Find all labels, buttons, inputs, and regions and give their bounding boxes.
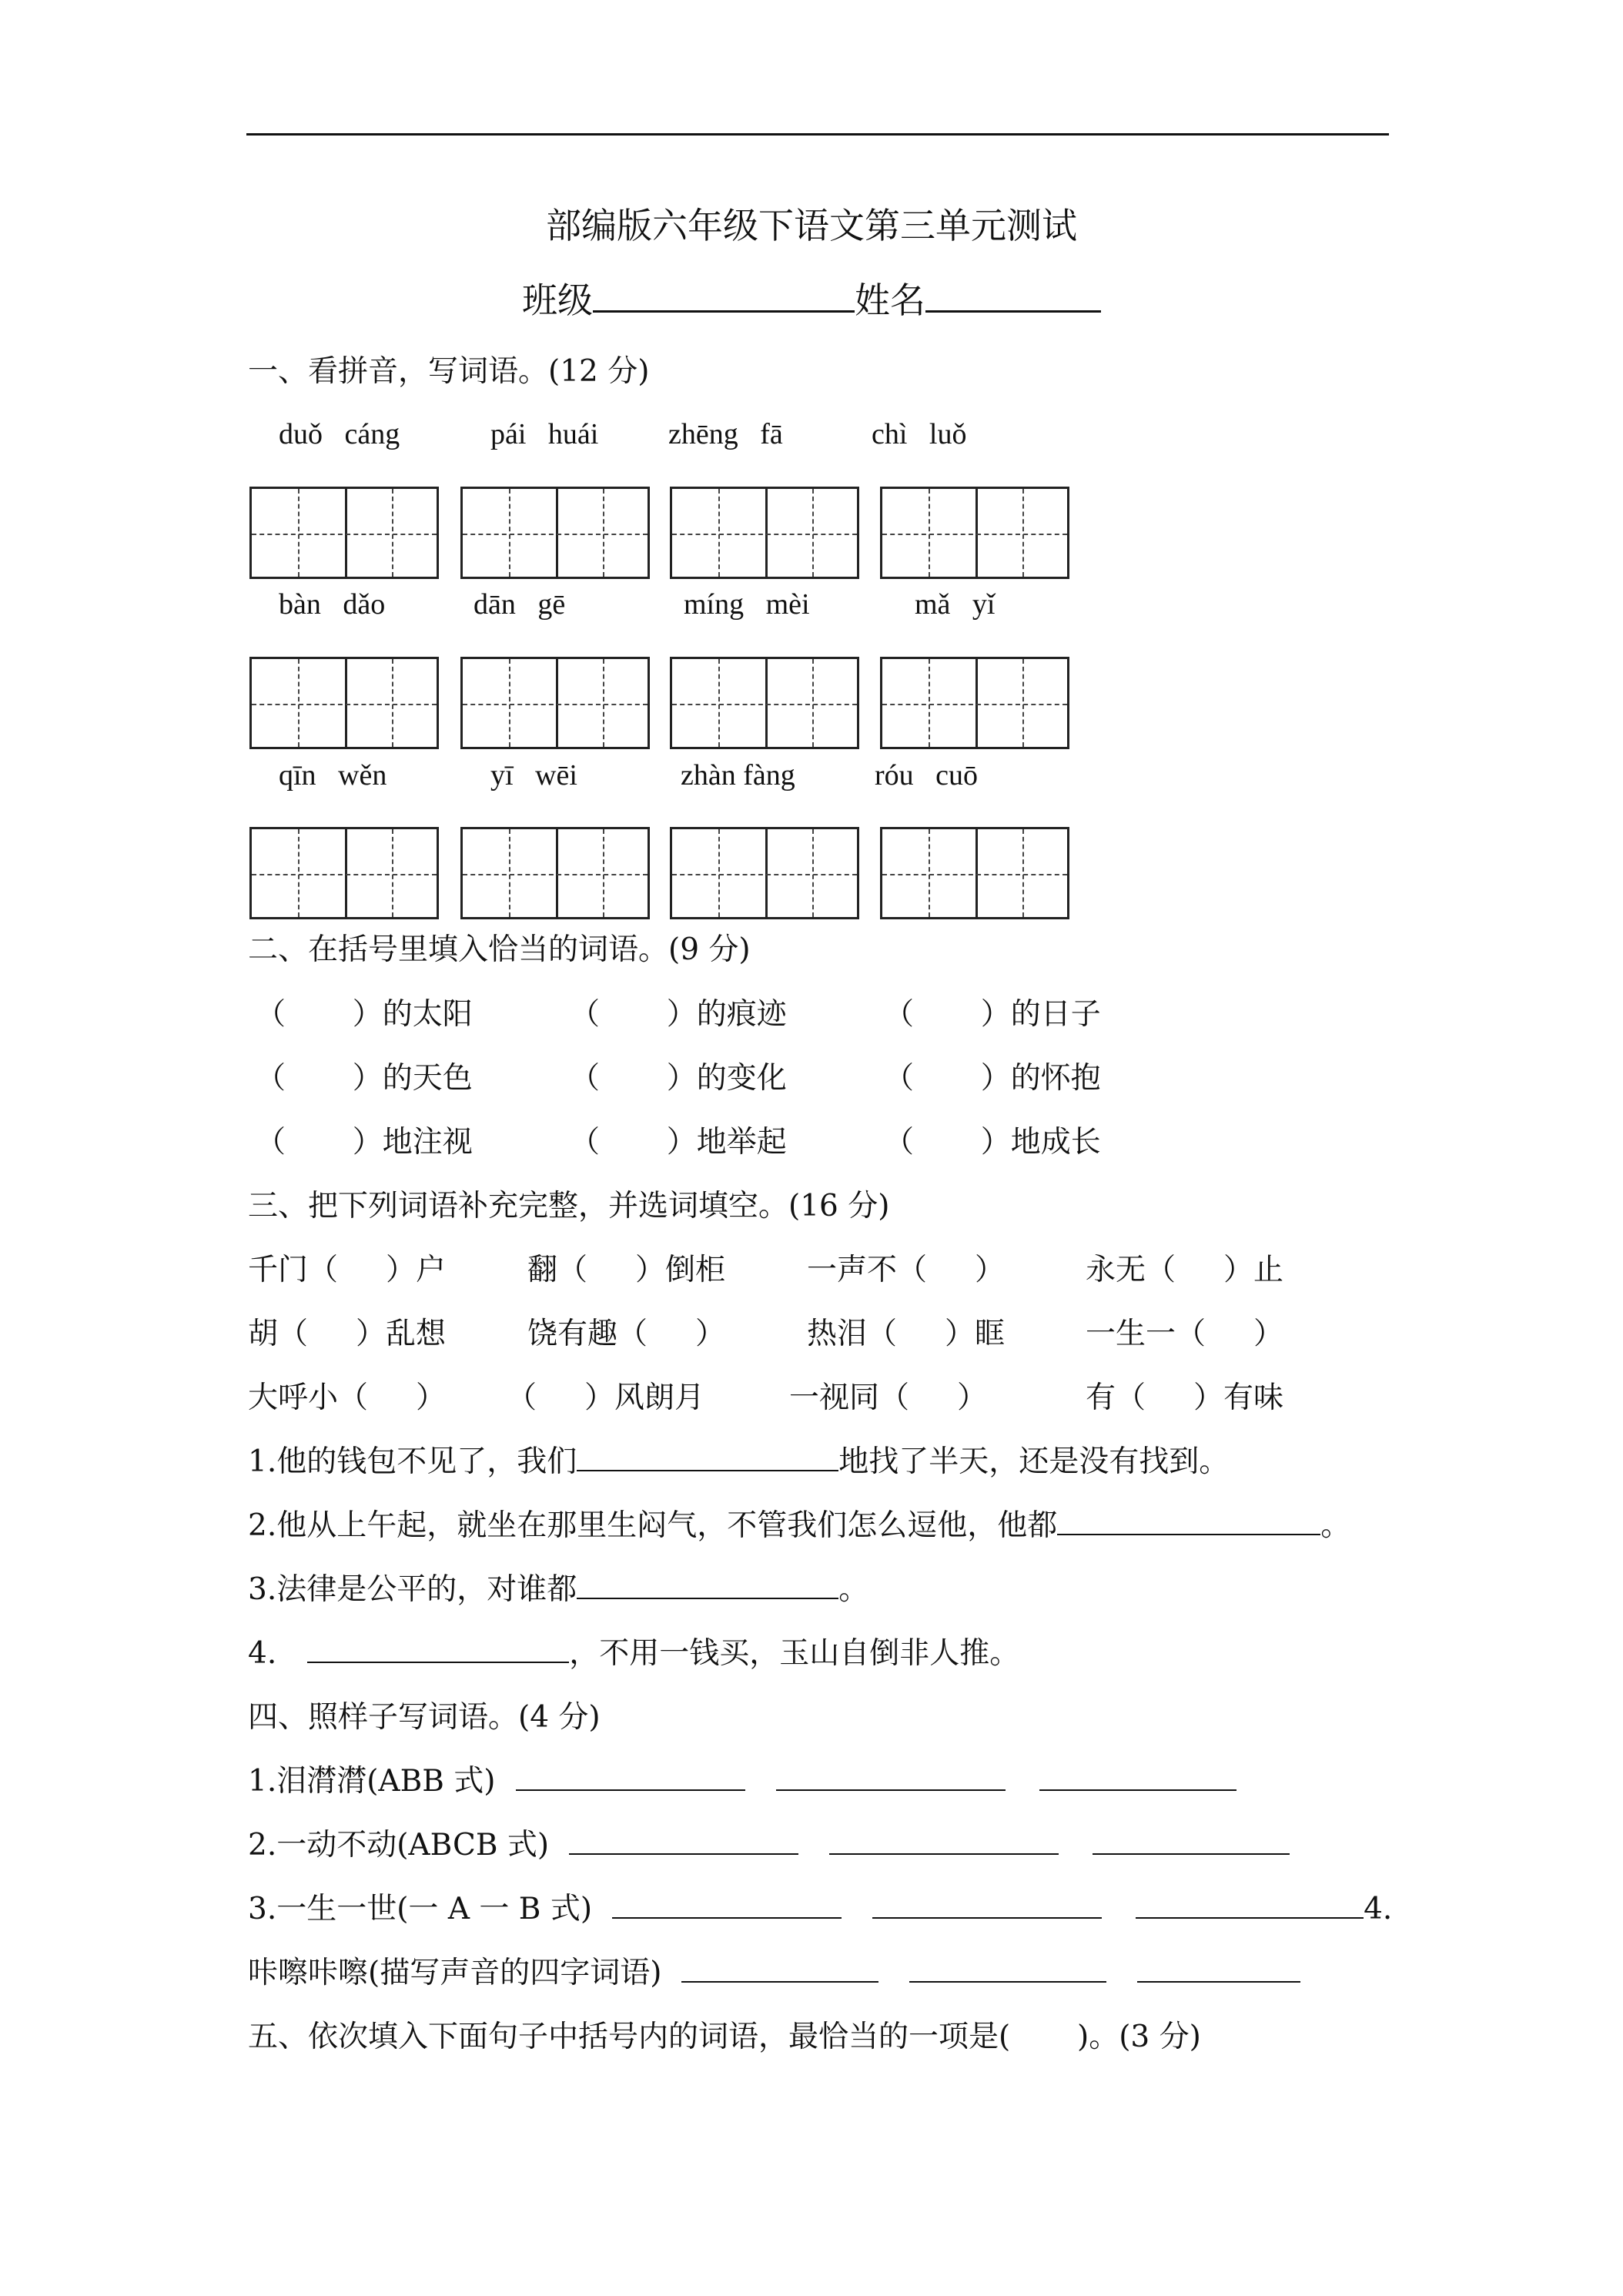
- writing-grid[interactable]: [670, 657, 859, 749]
- class-name-row: [0, 279, 1623, 321]
- section4-heading: 四、照样子写词语。(4 分): [248, 1700, 601, 1735]
- fill-item[interactable]: （ ）的怀抱: [884, 1061, 1101, 1096]
- pinyin-1-2: pái huái: [490, 418, 599, 450]
- question-4-4: 咔嚓咔嚓(描写声音的四字词语): [248, 1958, 1300, 1988]
- writing-grid[interactable]: [460, 827, 650, 919]
- writing-grid[interactable]: [670, 827, 859, 919]
- idiom-item[interactable]: 热泪（ ）眶: [807, 1317, 1005, 1351]
- question-3-4: 4. ，不用一钱买，玉山自倒非人推。: [248, 1636, 1020, 1671]
- pinyin-2-2: dān gē: [474, 588, 566, 621]
- answer-blank[interactable]: [569, 1830, 798, 1855]
- pinyin-2-3: míng mèi: [684, 588, 810, 621]
- idiom-item[interactable]: 一生一（ ）: [1086, 1317, 1283, 1351]
- answer-blank[interactable]: [516, 1766, 745, 1791]
- pinyin-2-1: bàn dǎo: [279, 588, 386, 621]
- answer-blank[interactable]: [681, 1958, 878, 1983]
- idiom-item[interactable]: 永无（ ）止: [1086, 1253, 1283, 1287]
- name-blank[interactable]: [925, 283, 1101, 313]
- idiom-item[interactable]: 一声不（ ）: [807, 1253, 1005, 1287]
- pinyin-1-1: duǒ cáng: [279, 418, 400, 450]
- answer-blank[interactable]: [872, 1894, 1102, 1919]
- question-3-3: 3.法律是公平的，对谁都 。: [248, 1572, 869, 1607]
- question-4-1: 1.泪潸潸(ABB 式): [248, 1766, 1236, 1796]
- fill-item[interactable]: （ ）的天色: [256, 1061, 473, 1096]
- writing-grid[interactable]: [249, 487, 439, 579]
- pinyin-3-3: zhàn fàng: [681, 759, 795, 792]
- section2-heading: 二、在括号里填入恰当的词语。(9 分): [248, 932, 751, 967]
- answer-blank[interactable]: [1136, 1894, 1364, 1919]
- answer-blank[interactable]: [1137, 1958, 1300, 1983]
- name-label: 姓名: [855, 279, 925, 321]
- fill-item[interactable]: （ ）地成长: [884, 1125, 1101, 1160]
- answer-blank[interactable]: [612, 1894, 842, 1919]
- page-title: 部编版六年级下语文第三单元测试: [546, 205, 1077, 246]
- section3-heading: 三、把下列词语补充完整，并选词填空。(16 分): [248, 1189, 890, 1223]
- fill-item[interactable]: （ ）的日子: [884, 997, 1101, 1032]
- fill-item[interactable]: （ ）的痕迹: [570, 997, 787, 1032]
- pinyin-3-2: yī wēi: [490, 759, 577, 792]
- pinyin-3-1: qīn wěn: [279, 759, 387, 792]
- writing-grid[interactable]: [880, 657, 1069, 749]
- answer-blank[interactable]: [577, 1575, 838, 1599]
- idiom-item[interactable]: 翻（ ）倒柜: [527, 1253, 725, 1287]
- fill-item[interactable]: （ ）的太阳: [256, 997, 473, 1032]
- writing-grid[interactable]: [249, 657, 439, 749]
- writing-grid[interactable]: [249, 827, 439, 919]
- section5-heading: 五、依次填入下面句子中括号内的词语，最恰当的一项是( )。(3 分): [248, 2020, 1201, 2054]
- answer-blank[interactable]: [1057, 1511, 1320, 1535]
- answer-blank[interactable]: [776, 1766, 1006, 1791]
- question-3-2: 2.他从上午起，就坐在那里生闷气，不管我们怎么逗他，他都 。: [248, 1508, 1351, 1543]
- writing-grid[interactable]: [460, 487, 650, 579]
- fill-item[interactable]: （ ）地注视: [256, 1125, 473, 1160]
- answer-blank[interactable]: [829, 1830, 1059, 1855]
- pinyin-3-4: róu cuō: [875, 759, 979, 792]
- pinyin-1-3: zhēng fā: [668, 418, 783, 450]
- writing-grid[interactable]: [670, 487, 859, 579]
- header-rule: [246, 133, 1389, 136]
- answer-blank[interactable]: [1039, 1766, 1236, 1791]
- writing-grid[interactable]: [880, 487, 1069, 579]
- class-blank[interactable]: [593, 283, 855, 313]
- answer-blank[interactable]: [1093, 1830, 1290, 1855]
- writing-grid[interactable]: [460, 657, 650, 749]
- pinyin-2-4: mǎ yǐ: [915, 588, 996, 621]
- idiom-item[interactable]: 千门（ ）户: [248, 1253, 446, 1287]
- answer-blank[interactable]: [307, 1638, 569, 1663]
- writing-grid[interactable]: [880, 827, 1069, 919]
- question-3-1: 1.他的钱包不见了，我们 地找了半天，还是没有找到。: [248, 1444, 1230, 1479]
- idiom-item[interactable]: （ ）风朗月: [507, 1381, 704, 1415]
- idiom-item[interactable]: 有（ ）有味: [1086, 1381, 1283, 1415]
- question-4-2: 2.一动不动(ABCB 式): [248, 1830, 1290, 1860]
- idiom-item[interactable]: 一视同（ ）: [789, 1381, 987, 1415]
- idiom-item[interactable]: 大呼小（ ）: [248, 1381, 446, 1415]
- pinyin-1-4: chì luǒ: [872, 418, 967, 450]
- question-4-3: 3.一生一世(一 A 一 B 式) 4.: [248, 1892, 1393, 1926]
- fill-item[interactable]: （ ）的变化: [570, 1061, 787, 1096]
- answer-blank[interactable]: [577, 1447, 838, 1471]
- answer-blank[interactable]: [909, 1958, 1106, 1983]
- idiom-item[interactable]: 胡（ ）乱想: [248, 1317, 446, 1351]
- class-label: 班级: [522, 279, 593, 321]
- fill-item[interactable]: （ ）地举起: [570, 1125, 787, 1160]
- section1-heading: 一、看拼音，写词语。(12 分): [248, 354, 650, 389]
- idiom-item[interactable]: 饶有趣（ ）: [527, 1317, 725, 1351]
